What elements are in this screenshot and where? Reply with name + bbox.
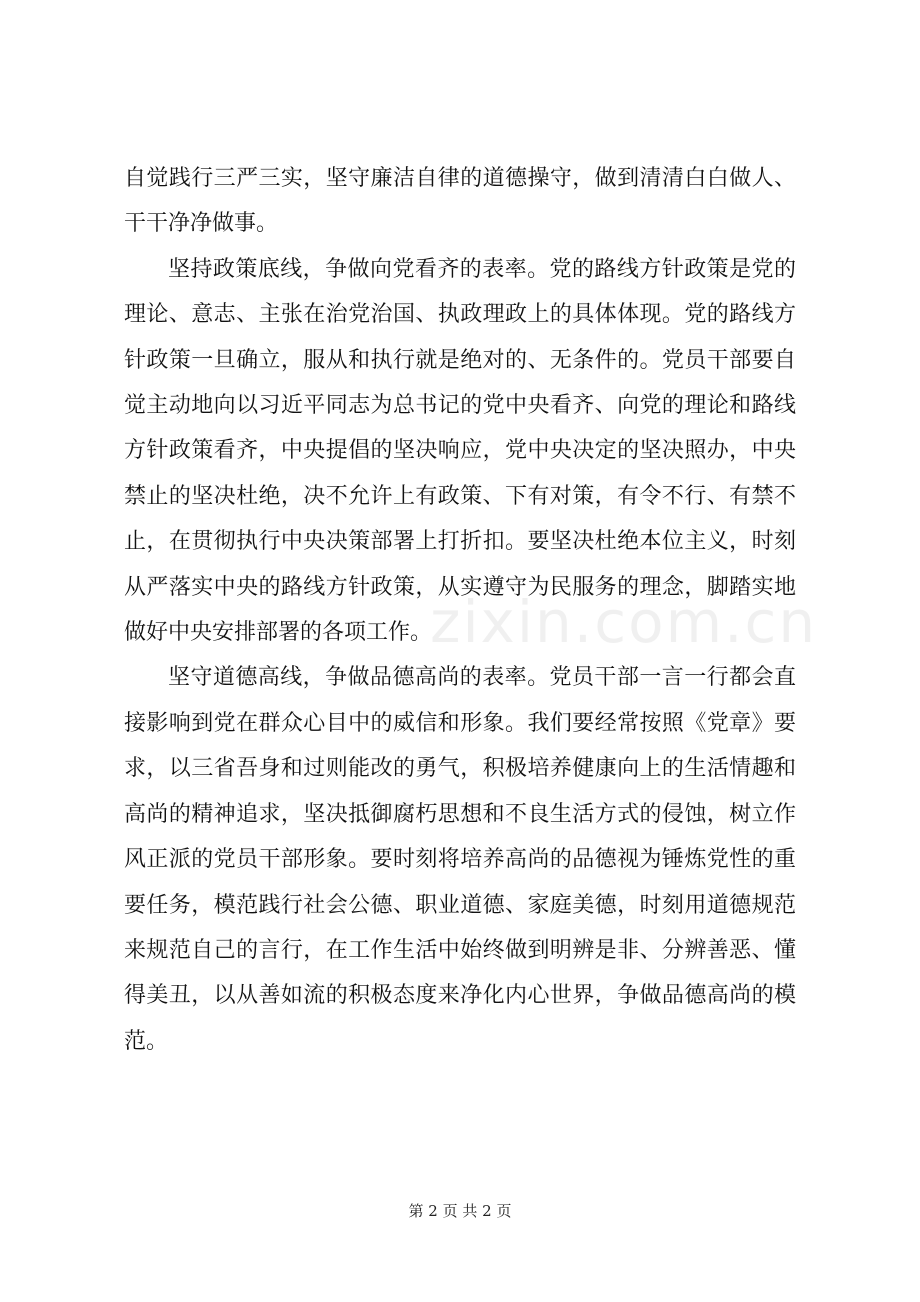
page-footer: 第 2 页 共 2 页 (408, 1202, 512, 1220)
watermark: zixin.com.cn (430, 588, 818, 656)
paragraph-2: 坚持政策底线，争做向党看齐的表率。党的路线方针政策是党的理论、意志、主张在治党治国、执政理政上的具体体现。党的路线方针政策一旦确立，服从和执行就是绝对的、无条件的。党员干部要自觉主动地向以习近平同志为总书记的党中央看齐、向党的理论和路线方针政策看齐，中央提倡的坚决响应，党中央决定的坚决照办，中央禁止的坚决杜绝，决不允许上有政策、下有对策，有令不行、有禁不止，在贯彻执行中央决策部署上打折扣。要坚决杜绝本位主义，时刻从严落实中央的路线方针政策，从实遵守为民服务的理念，脚踏实地做好中央安排部署的各项工作。 (124, 256, 796, 646)
paragraph-3: 坚守道德高线，争做品德高尚的表率。党员干部一言一行都会直接影响到党在群众心目中的威信和形象。我们要经常按照《党章》要求，以三省吾身和过则能改的勇气，积极培养健康向上的生活情趣和高尚的精神追求，坚决抵御腐朽思想和不良生活方式的侵蚀，树立作风正派的党员干部形象。要时刻将培养高尚的品德视为锤炼党性的重要任务，模范践行社会公德、职业道德、家庭美德，时刻用道德规范来规范自己的言行，在工作生活中始终做到明辨是非、分辨善恶、懂得美丑，以从善如流的积极态度来净化内心世界，争做品德高尚的模范。 (124, 665, 796, 1054)
paragraph-1: 自觉践行三严三实，坚守廉洁自律的道德操守，做到清清白白做人、干干净净做事。 (124, 166, 796, 237)
document-body (124, 156, 818, 1064)
